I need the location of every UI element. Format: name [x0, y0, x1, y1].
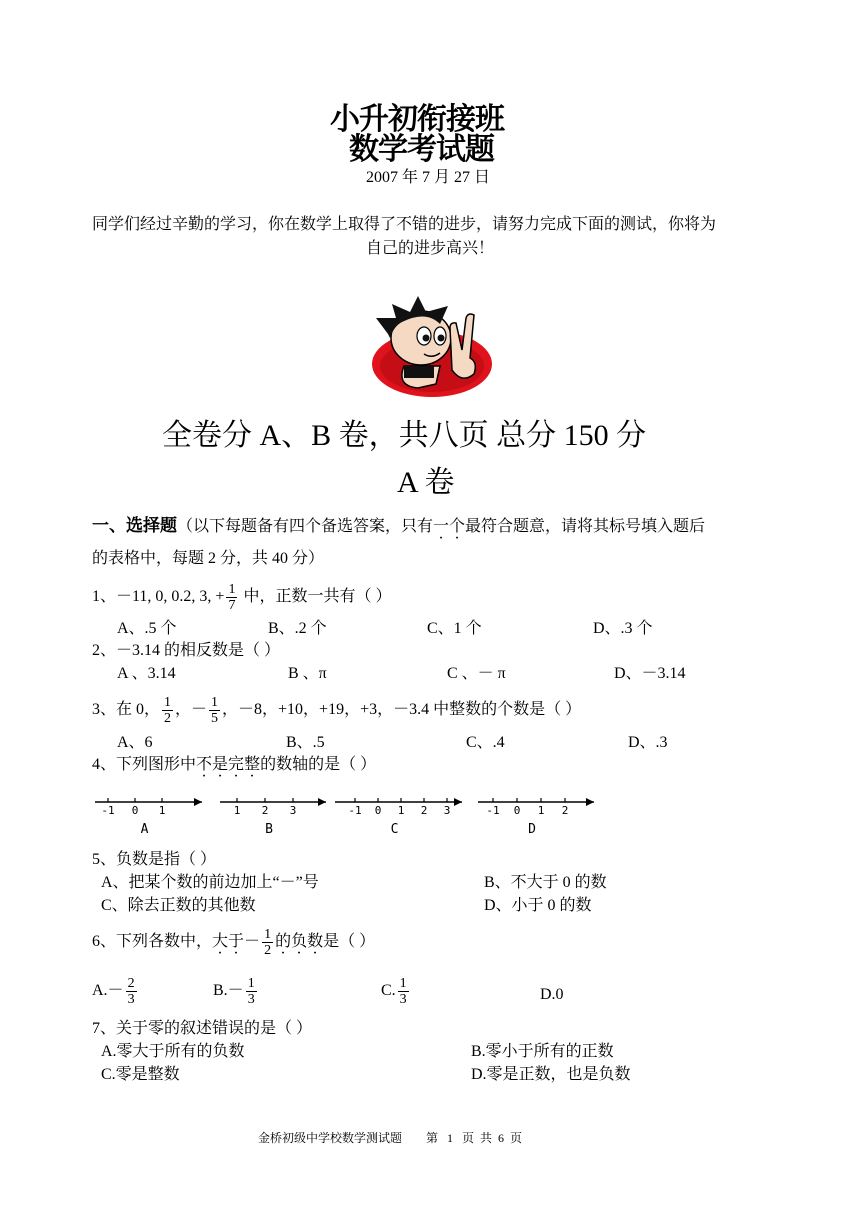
- q5-option-d: D、小于 0 的数: [484, 897, 592, 914]
- axis-tick-label: 0: [374, 804, 382, 817]
- q3-f2-den: 5: [211, 711, 219, 726]
- q6-opt-a-fraction: [126, 976, 137, 1007]
- axis-tick-label: 1: [397, 804, 405, 817]
- q3-option-a: A、6: [117, 734, 153, 751]
- fraction-1-5: [209, 695, 220, 726]
- q6-option-a: [92, 976, 139, 1007]
- axis-tick-label: 2: [261, 804, 269, 817]
- axis-tick-label: -1: [348, 804, 362, 817]
- axis-label: A: [140, 822, 149, 837]
- q6-option-b: [213, 976, 259, 1007]
- q6-emphasis-2-char: 数: [307, 933, 324, 951]
- exam-summary: 全卷分 A、B 卷，共八页 总分 150 分: [162, 419, 647, 452]
- section-1-description-line-2: 的表格中，每题 2 分，共 40 分）: [92, 550, 325, 567]
- q1-option-a: A、.5 个: [117, 620, 177, 637]
- q4-emphasis-char: 不: [196, 756, 213, 773]
- number-line-c: [335, 798, 462, 837]
- q4-emphasis-char: 完: [228, 756, 245, 773]
- q1-option-b: B、.2 个: [268, 620, 327, 637]
- axis-tick-label: 0: [131, 804, 139, 817]
- q7-option-a: A.零大于所有的负数: [101, 1043, 245, 1060]
- q1-option-c: C、1 个: [427, 620, 482, 637]
- q6-opt-c-fraction: [398, 976, 409, 1007]
- q4-emphasis-char: 是: [212, 756, 229, 773]
- q3-sep: ，－: [175, 701, 208, 719]
- section-1-desc-b: 最符合题意，请将其标号填入题后: [465, 518, 706, 535]
- question-6: [92, 927, 375, 958]
- title-line-2: 数学考试题: [349, 132, 494, 167]
- q3-option-c: C、.4: [466, 734, 505, 751]
- cartoon-character-icon: [366, 288, 506, 400]
- section-1-heading: 一、选择题: [92, 516, 177, 536]
- q6-frac-num: 1: [264, 927, 272, 942]
- q1-option-d: D、.3 个: [593, 620, 653, 637]
- q6-opt-b-den: 3: [247, 992, 255, 1007]
- q4-stem-b: 的数轴的是（ ）: [260, 756, 377, 773]
- q3-stem-b: ，－8，+10，+19，+3，－3.4 中整数的个数是（ ）: [222, 701, 582, 719]
- question-3: [92, 695, 581, 726]
- axis-tick-label: 1: [233, 804, 241, 817]
- q6-option-d: D.0: [540, 986, 564, 1003]
- q3-stem-a: 3、在 0，: [92, 701, 161, 719]
- q1-frac-den: 7: [228, 598, 236, 613]
- q6-option-c: [381, 976, 411, 1007]
- q6-emphasis-2-char: 负: [291, 933, 308, 951]
- q7-option-d: D.零是正数，也是负数: [471, 1066, 631, 1083]
- number-line-d: [478, 798, 594, 837]
- question-1: [92, 582, 391, 613]
- q5-option-b: B、不大于 0 的数: [484, 874, 607, 891]
- q6-emphasis-1-char: 大: [212, 933, 229, 951]
- emphasis-dot-1: 一: [433, 518, 450, 535]
- q7-option-b: B.零小于所有的正数: [471, 1043, 614, 1060]
- q1-stem-b: 中，正数一共有（ ）: [239, 588, 392, 606]
- question-4: [92, 755, 376, 775]
- q5-option-a: A、把某个数的前边加上“－”号: [101, 874, 319, 891]
- q7-option-c: C.零是整数: [101, 1066, 180, 1083]
- q6-emphasis-2-char: 的: [275, 933, 292, 951]
- axis-label: B: [265, 822, 273, 837]
- q3-f1-den: 2: [164, 711, 172, 726]
- q4-emphasis: [196, 756, 260, 773]
- axis-tick-label: 0: [513, 804, 521, 817]
- title-line-1: 小升初衔接班: [330, 102, 504, 137]
- q6-opt-b-fraction: [246, 976, 257, 1007]
- question-2: 2、－3.14 的相反数是（ ）: [92, 642, 281, 659]
- q2-option-b: B 、π: [288, 665, 327, 682]
- q4-emphasis-char: 整: [244, 756, 261, 773]
- axis-arrow: [194, 798, 202, 806]
- axis-arrow: [454, 798, 462, 806]
- question-7: 7、关于零的叙述错误的是（ ）: [92, 1020, 313, 1037]
- q6-emphasis-1: [212, 933, 244, 950]
- section-1-description: [92, 516, 705, 537]
- axis-tick-label: -1: [486, 804, 500, 817]
- q3-option-d: D、.3: [628, 734, 668, 751]
- question-5: 5、负数是指（ ）: [92, 851, 217, 868]
- number-line-a: [95, 798, 202, 837]
- emphasis-dot-2: 个: [449, 518, 466, 535]
- q1-stem-a: 1、－11, 0, 0.2, 3, +: [92, 588, 225, 606]
- q6-minus: －: [244, 933, 261, 951]
- number-line-b: [220, 798, 326, 837]
- number-line-figures: [90, 790, 610, 840]
- q6-opt-c-prefix: C.: [381, 982, 396, 1000]
- q6-emphasis-1-char: 于: [228, 933, 245, 951]
- axis-tick-label: 3: [289, 804, 297, 817]
- axis-tick-label: -1: [101, 804, 115, 817]
- q6-stem-a: 6、下列各数中，: [92, 933, 213, 951]
- q6-frac-den: 2: [264, 943, 272, 958]
- q6-opt-b-num: 1: [247, 976, 255, 991]
- axis-tick-label: 2: [420, 804, 428, 817]
- q6-opt-c-num: 1: [399, 976, 407, 991]
- q1-frac-num: 1: [228, 582, 236, 597]
- fraction-1-2-q6: [262, 927, 273, 958]
- q6-stem-b: 是（ ）: [323, 933, 376, 951]
- q2-option-a: A 、3.14: [117, 665, 176, 682]
- axis-label: C: [390, 822, 399, 837]
- axis-label: D: [528, 822, 536, 837]
- q4-stem-a: 4、下列图形中: [92, 756, 197, 773]
- q2-option-c: C 、－ π: [447, 665, 506, 682]
- axis-arrow: [586, 798, 594, 806]
- fraction-1-2: [162, 695, 173, 726]
- q6-opt-b-prefix: B.－: [213, 982, 244, 1000]
- q6-emphasis-2: [275, 933, 323, 950]
- axis-tick-label: 3: [443, 804, 451, 817]
- intro-line-1: 同学们经过辛勤的学习，你在数学上取得了不错的进步，请努力完成下面的测试，你将为: [92, 216, 717, 233]
- q3-f1-num: 1: [164, 695, 172, 710]
- q6-opt-a-num: 2: [127, 976, 135, 991]
- fraction-1-7: [226, 582, 237, 613]
- axis-tick-label: 2: [561, 804, 569, 817]
- q5-option-c: C、除去正数的其他数: [101, 897, 256, 914]
- paper-a-title: A 卷: [397, 466, 455, 499]
- q3-option-b: B、.5: [286, 734, 325, 751]
- axis-arrow: [318, 798, 326, 806]
- page-footer: 金桥初级中学校数学测试题 第 1 页 共 6 页: [258, 1131, 523, 1145]
- exam-date: 2007 年 7 月 27 日: [366, 169, 491, 186]
- axis-tick-label: 1: [537, 804, 545, 817]
- q6-opt-a-den: 3: [127, 992, 135, 1007]
- q6-opt-c-den: 3: [399, 992, 407, 1007]
- axis-tick-label: 1: [158, 804, 166, 817]
- q3-f2-num: 1: [211, 695, 219, 710]
- q2-option-d: D、－3.14: [614, 665, 686, 682]
- section-1-desc-a: （以下每题备有四个备选答案，只有: [177, 518, 434, 535]
- q6-opt-a-prefix: A.－: [92, 982, 124, 1000]
- intro-line-2: 自己的进步高兴！: [366, 240, 495, 257]
